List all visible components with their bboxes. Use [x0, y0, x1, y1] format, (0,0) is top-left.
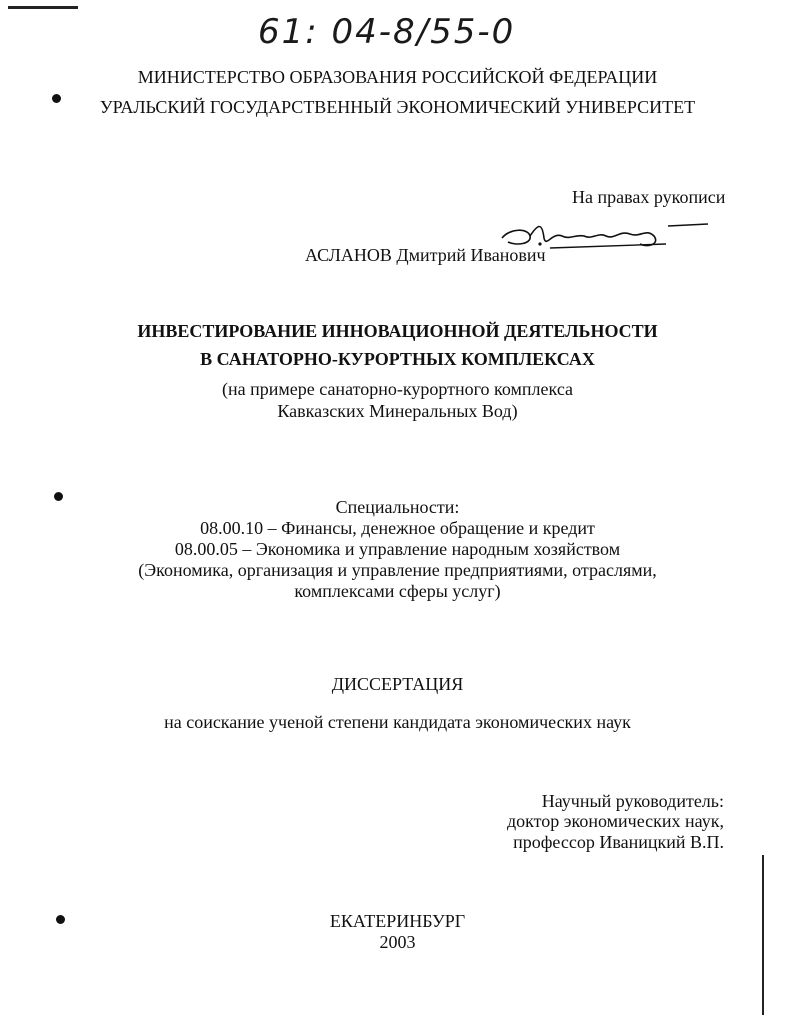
- year: 2003: [379, 932, 416, 952]
- specialty-line-2: 08.00.05 – Экономика и управление народным хозяйством: [174, 539, 621, 559]
- ministry-name: МИНИСТЕРСТВО ОБРАЗОВАНИЯ РОССИЙСКОЙ ФЕДЕРАЦИИ: [137, 67, 658, 87]
- supervisor-degree: доктор экономических наук,: [507, 811, 724, 831]
- specialties-heading: Специальности:: [335, 497, 460, 517]
- supervisor-name: профессор Иваницкий В.П.: [513, 832, 724, 852]
- title-line-2: В САНАТОРНО-КУРОРТНЫХ КОМПЛЕКСАХ: [200, 349, 595, 369]
- title-line-1: ИНВЕСТИРОВАНИЕ ИННОВАЦИОННОЙ ДЕЯТЕЛЬНОСТИ: [137, 321, 658, 341]
- specialty-line-1: 08.00.10 – Финансы, денежное обращение и кредит: [200, 518, 595, 538]
- supervisor-label: Научный руководитель:: [541, 791, 724, 811]
- university-name: УРАЛЬСКИЙ ГОСУДАРСТВЕННЫЙ ЭКОНОМИЧЕСКИЙ УНИВЕРСИТЕТ: [99, 97, 696, 117]
- subtitle-line-1: (на примере санаторно-курортного комплекса: [221, 379, 574, 399]
- degree-statement: на соискание ученой степени кандидата экономических наук: [164, 712, 631, 732]
- specialty-line-4: комплексами сферы услуг): [294, 581, 501, 601]
- specialty-line-3: (Экономика, организация и управление предприятиями, отраслями,: [138, 560, 657, 580]
- document-type: ДИССЕРТАЦИЯ: [331, 674, 464, 694]
- archive-stamp-code: 61: 04-8/55-0: [258, 12, 516, 52]
- scan-top-left-mark: [8, 6, 78, 9]
- author-name: АСЛАНОВ Дмитрий Иванович: [305, 245, 546, 265]
- city: ЕКАТЕРИНБУРГ: [329, 911, 466, 931]
- rights-note: На правах рукописи: [572, 187, 726, 207]
- subtitle-line-2: Кавказских Минеральных Вод): [277, 401, 518, 421]
